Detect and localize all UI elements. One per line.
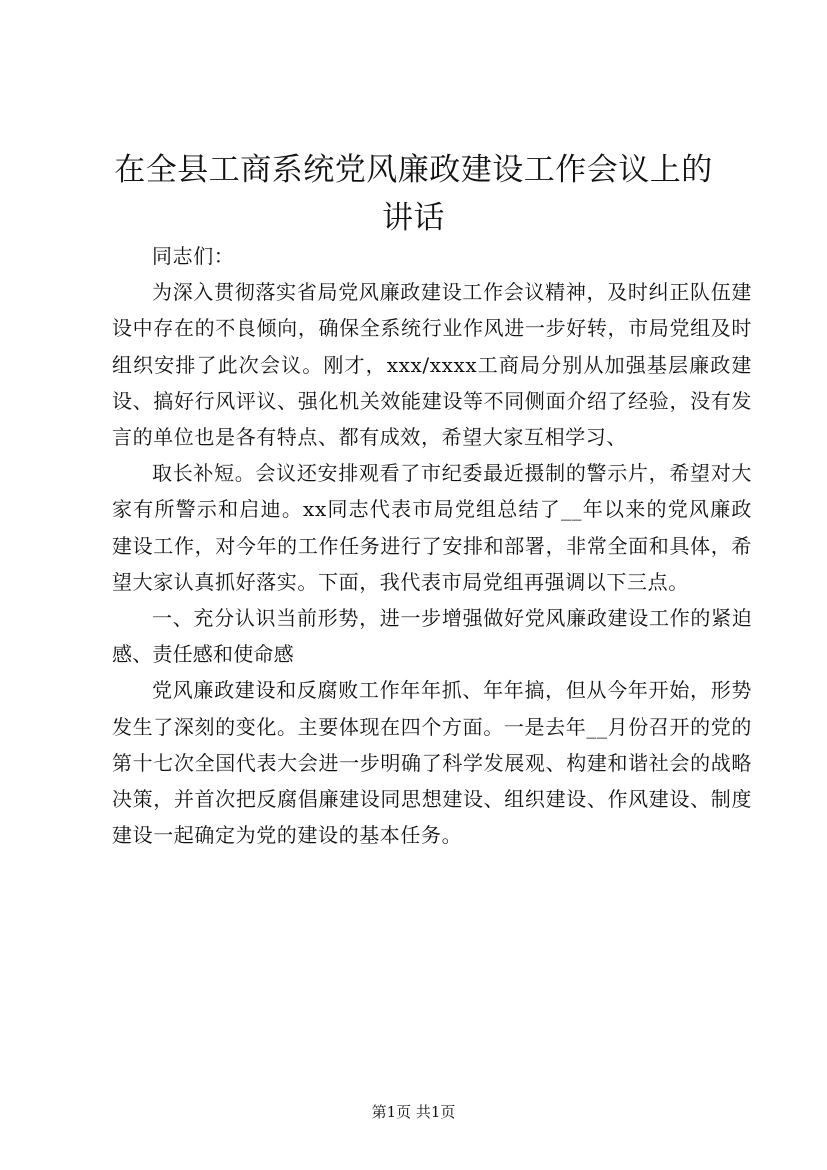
section-heading-paragraph: 一、充分认识当前形势，进一步增强做好党风廉政建设工作的紧迫感、责任感和使命感 xyxy=(112,606,752,667)
meeting-summary-paragraph: 取长补短。会议还安排观看了市纪委最近摄制的警示片，希望对大家有所警示和启迪。xx同志代表市局党组总结了__年以来的党风廉政建设工作，对今年的工作任务进行了安排和部署，非常全面和具体，希望大家认真抓好落实。下面，我代表市局党组再强调以下三点。 xyxy=(112,461,752,594)
document-body xyxy=(112,238,752,853)
document-title: 在全县工商系统党风廉政建设工作会议上的讲话 xyxy=(114,152,713,236)
salutation-paragraph: 同志们： xyxy=(152,244,235,268)
intro-paragraph: 为深入贯彻落实省局党风廉政建设工作会议精神，及时纠正队伍建设中存在的不良倾向，确保全系统行业作风进一步好转，市局党组及时组织安排了此次会议。刚才，xxx/xxxx工商局分别从加强基层廉政建设、搞好行风评议、强化机关效能建设等不同侧面介绍了经验，没有发言的单位也是各有特点、都有成效，希望大家互相学习、 xyxy=(112,280,752,450)
situation-paragraph: 党风廉政建设和反腐败工作年年抓、年年搞，但从今年开始，形势发生了深刻的变化。主要体现在四个方面。一是去年__月份召开的党的第十七次全国代表大会进一步明确了科学发展观、构建和谐社会的战略决策，并首次把反腐倡廉建设同思想建设、组织建设、作风建设、制度建设一起确定为党的建设的基本任务。 xyxy=(112,678,752,848)
page-number-footer: 第1页 共1页 xyxy=(371,1103,456,1121)
